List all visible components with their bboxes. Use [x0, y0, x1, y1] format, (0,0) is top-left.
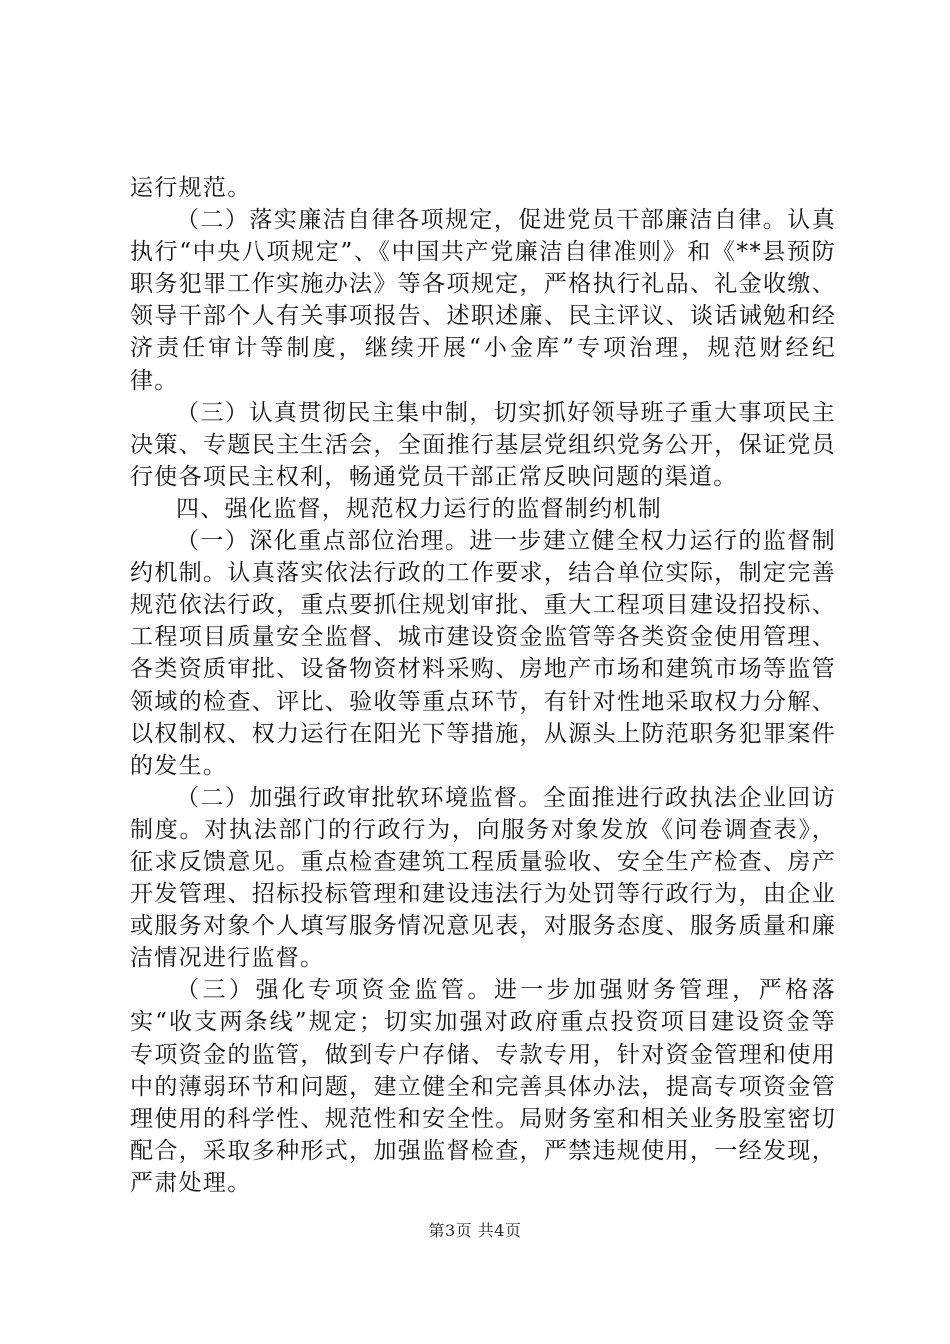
- section-heading-supervision: 四、强化监督，规范权力运行的监督制约机制: [176, 495, 662, 522]
- document-body: [130, 172, 836, 1199]
- paragraph-special-funds: （三）强化专项资金监管。进一步加强财务管理，严格落实“收支两条线”规定；切实加强对政府重点投资项目建设资金等专项资金的监管，做到专户存储、专款专用，针对资金管理和使用中的薄弱环节和问题，建立健全和完善具体办法，提高专项资金管理使用的科学性、规范性和安全性。局财务室和相关业务股室密切配合，采取多种形式，加强监督检查，严禁违规使用，一经发现，严肃处理。: [130, 977, 836, 1196]
- paragraph-key-areas: （一）深化重点部位治理。进一步建立健全权力运行的监督制约机制。认真落实依法行政的工作要求，结合单位实际，制定完善规范依法行政，重点要抓住规划审批、重大工程项目建设招投标、工程项目质量安全监督、城市建设资金监管等各类资金使用管理、各类资质审批、设备物资材料采购、房地产市场和建筑市场等监管领域的检查、评比、验收等重点环节，有针对性地采取权力分解、以权制权、权力运行在阳光下等措施，从源头上防范职务犯罪案件的发生。: [130, 528, 836, 779]
- paragraph-administrative-approval: （二）加强行政审批软环境监督。全面推进行政执法企业回访制度。对执法部门的行政行为，向服务对象发放《问卷调查表》，征求反馈意见。重点检查建筑工程质量验收、安全生产检查、房产开发管理、招标投标管理和建设违法行为处罚等行政行为，由企业或服务对象个人填写服务情况意见表，对服务态度、服务质量和廉洁情况进行监督。: [130, 784, 836, 972]
- paragraph-integrity-rules: （二）落实廉洁自律各项规定，促进党员干部廉洁自律。认真执行“中央八项规定”、《中国共产党廉洁自律准则》和《**县预防职务犯罪工作实施办法》等各项规定，严格执行礼品、礼金收缴、领导干部个人有关事项报告、述职述廉、民主评议、谈话诫勉和经济责任审计等制度，继续开展“小金库”专项治理，规范财经纪律。: [130, 207, 836, 394]
- paragraph-democratic-centralism: （三）认真贯彻民主集中制，切实抓好领导班子重大事项民主决策、专题民主生活会，全面推行基层党组织党务公开，保证党员行使各项民主权利，畅通党员干部正常反映问题的渠道。: [130, 399, 836, 490]
- paragraph-continuation: 运行规范。: [130, 175, 252, 201]
- page-number-footer: 第3页 共4页: [428, 1221, 522, 1240]
